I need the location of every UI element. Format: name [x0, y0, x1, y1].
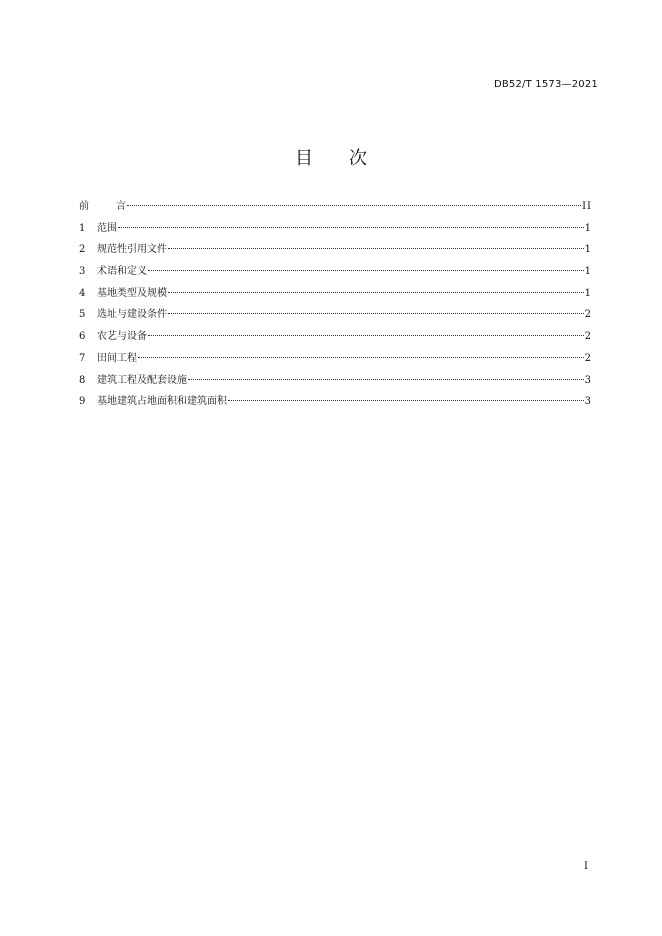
toc-entry[interactable] — [79, 264, 592, 286]
dot-leader — [228, 400, 584, 401]
page-title: 目 次 — [295, 148, 367, 169]
toc-entry[interactable] — [79, 351, 592, 373]
toc-entry-label: 术语和定义 — [97, 266, 147, 278]
table-of-contents — [79, 199, 592, 416]
toc-entry[interactable] — [79, 394, 592, 416]
dot-leader — [188, 379, 584, 380]
toc-page-number: 3 — [584, 396, 592, 408]
toc-page-number: 1 — [584, 266, 592, 278]
toc-entry[interactable] — [79, 221, 592, 243]
toc-entry-label: 选址与建设条件 — [97, 309, 167, 321]
toc-entry-number: 8 — [79, 374, 86, 386]
toc-entry-label — [79, 199, 126, 215]
dot-leader — [168, 313, 584, 314]
dot-leader — [148, 335, 584, 336]
toc-page-number: II — [582, 201, 592, 212]
dot-leader — [168, 248, 584, 249]
toc-entry[interactable] — [79, 373, 592, 395]
toc-page-number: 1 — [584, 287, 592, 299]
dot-leader — [118, 227, 584, 228]
toc-entry-preface[interactable] — [79, 199, 592, 221]
dot-leader — [148, 270, 584, 271]
toc-entry-number: 3 — [79, 266, 86, 278]
dot-leader — [127, 205, 581, 206]
toc-entry-label: 范围 — [97, 222, 117, 234]
toc-entry-label: 基地类型及规模 — [97, 287, 167, 299]
toc-entry[interactable] — [79, 329, 592, 351]
toc-preface-label-first: 前 — [79, 201, 89, 212]
toc-entry-label: 田间工程 — [97, 352, 137, 364]
toc-entry-number: 6 — [79, 331, 86, 343]
toc-page-number: 1 — [584, 222, 592, 234]
toc-preface-label-second: 言 — [116, 201, 126, 212]
dot-leader — [138, 357, 584, 358]
toc-entry-number: 1 — [79, 222, 86, 234]
dot-leader — [168, 292, 584, 293]
toc-entry-number: 7 — [79, 352, 86, 364]
toc-page-number: 1 — [584, 244, 592, 256]
toc-entry[interactable] — [79, 242, 592, 264]
toc-entry-number: 2 — [79, 244, 86, 256]
toc-page-number: 2 — [584, 352, 592, 364]
toc-entry-label: 规范性引用文件 — [97, 244, 167, 256]
toc-entry-label: 建筑工程及配套设施 — [97, 374, 187, 386]
toc-entry-number: 5 — [79, 309, 86, 321]
toc-entry-number: 4 — [79, 287, 86, 299]
toc-page-number: 2 — [584, 331, 592, 343]
toc-entry[interactable] — [79, 286, 592, 308]
page-number: I — [584, 861, 588, 872]
document-code: DB52/T 1573—2021 — [493, 79, 598, 90]
toc-entry[interactable] — [79, 307, 592, 329]
toc-page-number: 3 — [584, 374, 592, 386]
toc-page-number: 2 — [584, 309, 592, 321]
toc-entry-label: 农艺与设备 — [97, 331, 147, 343]
toc-entry-label: 基地建筑占地面积和建筑面积 — [97, 396, 227, 408]
toc-entry-number: 9 — [79, 396, 86, 408]
